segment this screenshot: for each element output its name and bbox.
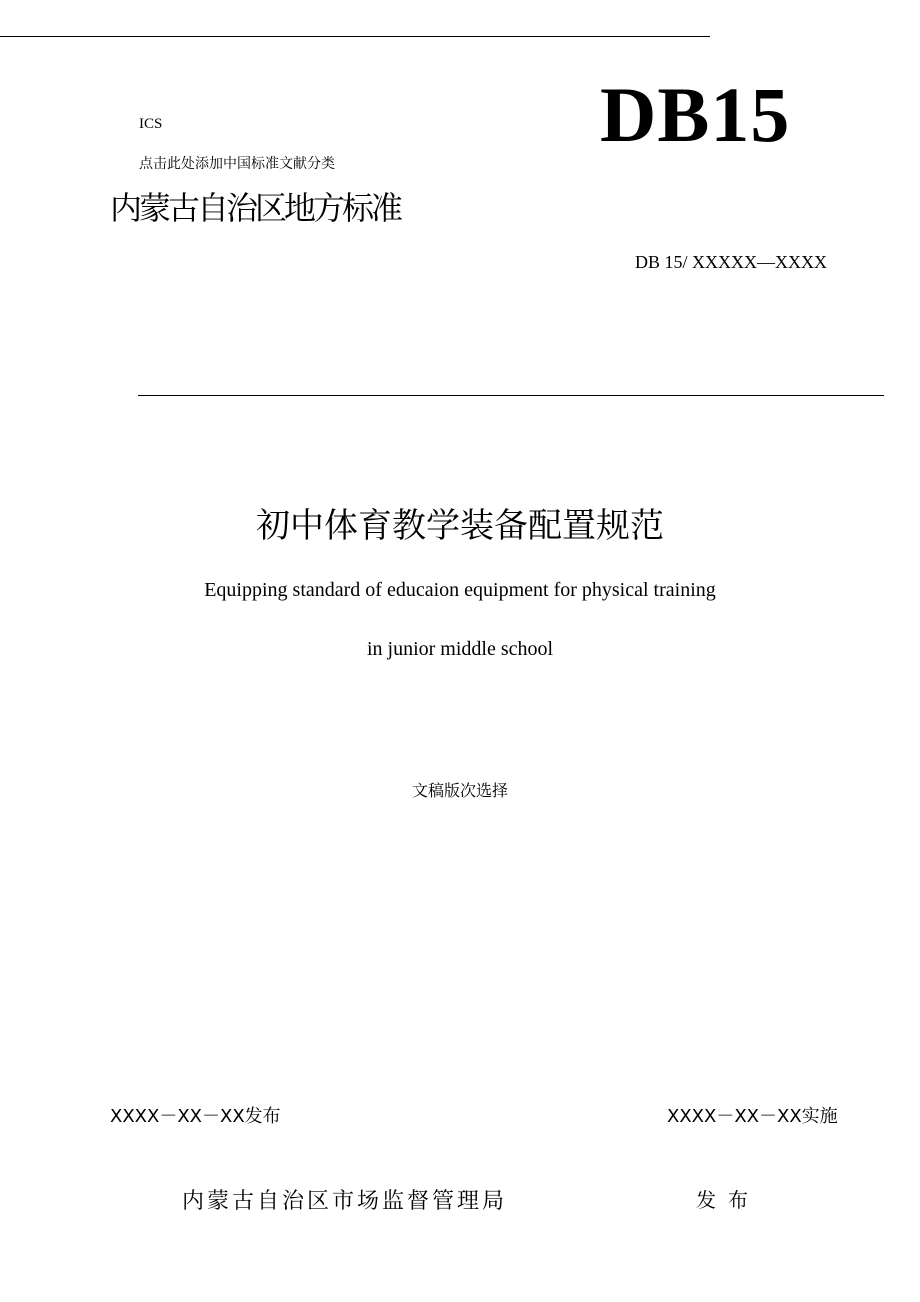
separator-rule	[138, 395, 884, 396]
standard-code-logo: DB15	[600, 71, 791, 158]
document-title-english-line-2: in junior middle school	[366, 638, 554, 660]
issuing-authority: 内蒙古自治区市场监督管理局	[182, 1189, 508, 1214]
top-rule	[0, 36, 710, 37]
standard-type-heading: 内蒙古自治区地方标准	[110, 189, 401, 227]
implementation-date: XXXX－XX－XX实施	[667, 1106, 838, 1127]
issue-label: 发布	[696, 1188, 760, 1212]
standard-number: DB 15/ XXXXX—XXXX	[635, 252, 827, 272]
ics-label: ICS	[139, 116, 163, 132]
issue-date: XXXX－XX－XX发布	[110, 1106, 281, 1127]
document-title-english-line-1: Equipping standard of educaion equipment for physical training	[204, 579, 716, 601]
document-title-chinese: 初中体育教学装备配置规范	[256, 506, 664, 546]
draft-version-selector[interactable]: 文稿版次选择	[411, 781, 508, 800]
classification-placeholder[interactable]: 点击此处添加中国标准文献分类	[139, 156, 335, 172]
